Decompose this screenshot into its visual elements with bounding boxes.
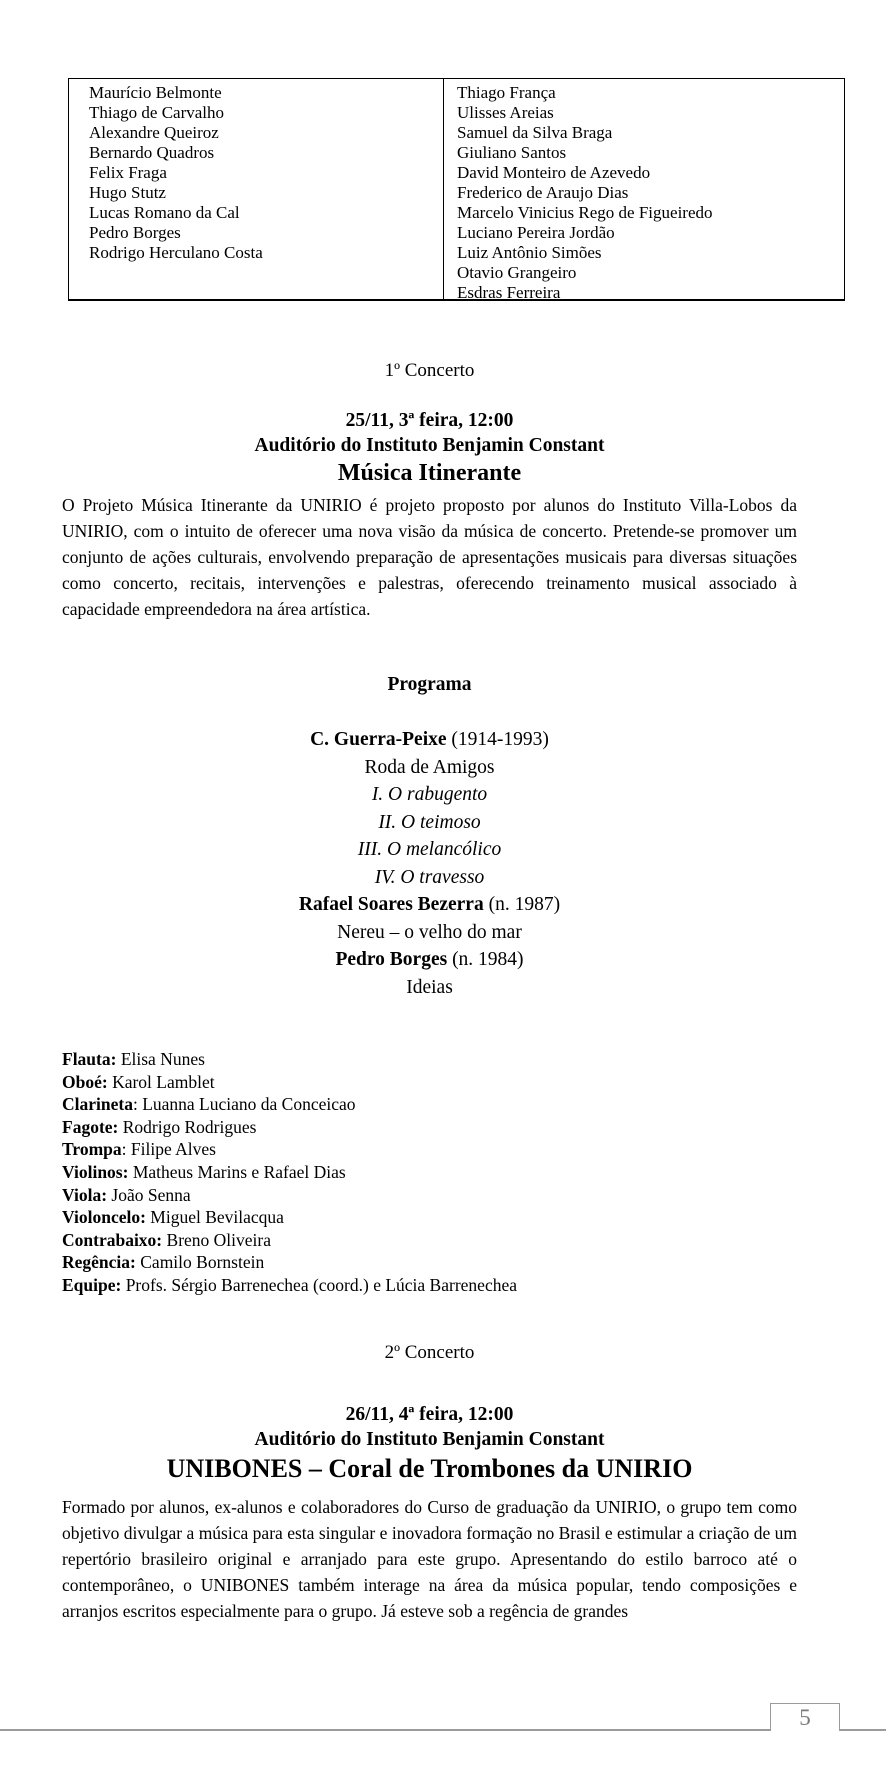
performer-role-label: Trompa bbox=[62, 1139, 122, 1160]
performer-name: Karol Lamblet bbox=[107, 1071, 215, 1092]
concert2-description: Formado por alunos, ex-alunos e colaboradores do Curso de graduação da UNIRIO, o grupo tem como objetivo divulgar a música para esta singular e inovadora formação no Brasil e estimular a criação de um repertório brasileiro original e arranjado para este grupo. Apresentando do estilo barroco até o contemporâneo, o UNIBONES também interage na área da música popular, tendo composições e arranjos escritos especialmente para o grupo. Já esteve sob a regência de grandes bbox=[62, 1497, 797, 1621]
performer-line bbox=[62, 1138, 797, 1161]
performer-role-label: Flauta: bbox=[62, 1049, 117, 1069]
program-line-movement: I. O rabugento bbox=[371, 784, 488, 805]
performer-role-label: Violinos: bbox=[62, 1161, 129, 1182]
program-composer-dates: (n. 1987) bbox=[483, 894, 561, 915]
concert2-title: UNIBONES – Coral de Trombones da UNIRIO bbox=[166, 1454, 693, 1483]
roster-right-column bbox=[444, 79, 844, 302]
performer-role-label: Clarineta bbox=[62, 1094, 133, 1115]
program-line-work: Nereu – o velho do mar bbox=[337, 921, 522, 943]
roster-name: Thiago França bbox=[457, 83, 556, 102]
roster-name: Felix Fraga bbox=[89, 163, 167, 182]
program-composer-dates: (1914-1993) bbox=[446, 729, 549, 750]
roster-name: Lucas Romano da Cal bbox=[89, 203, 240, 222]
program-line-movement: III. O melancólico bbox=[357, 839, 502, 860]
roster-name: Frederico de Araujo Dias bbox=[457, 183, 629, 202]
performer-line bbox=[62, 1071, 797, 1094]
performer-line bbox=[62, 1184, 797, 1207]
program-line-work: Roda de Amigos bbox=[364, 756, 495, 778]
program-line-work: Ideias bbox=[406, 976, 453, 998]
roster-table bbox=[68, 78, 845, 301]
performer-name: Matheus Marins e Rafael Dias bbox=[128, 1161, 346, 1182]
concert2-header-block bbox=[62, 1402, 797, 1485]
roster-name: Samuel da Silva Braga bbox=[457, 123, 613, 142]
roster-name: Pedro Borges bbox=[89, 223, 181, 242]
performer-role-label: Equipe: bbox=[62, 1274, 122, 1295]
performer-name: Profs. Sérgio Barrenechea (coord.) e Lúcia Barrenechea bbox=[121, 1274, 517, 1295]
roster-name: Esdras Ferreira bbox=[457, 283, 561, 302]
performer-role-label: Contrabaixo: bbox=[62, 1229, 163, 1250]
program-heading: Programa bbox=[387, 674, 472, 695]
concert2-date-line: 26/11, 4ª feira, 12:00 bbox=[345, 1404, 514, 1425]
program-composer-name: Pedro Borges bbox=[335, 949, 448, 970]
performer-role-label: Violoncelo: bbox=[62, 1207, 146, 1228]
performer-name: Camilo Bornstein bbox=[135, 1252, 265, 1273]
roster-name: Luciano Pereira Jordão bbox=[457, 223, 615, 242]
roster-name: Ulisses Areias bbox=[457, 103, 554, 122]
program-composer-name: Rafael Soares Bezerra bbox=[298, 894, 484, 915]
performer-name: : Filipe Alves bbox=[121, 1139, 216, 1160]
performer-role-label: Viola: bbox=[62, 1184, 108, 1205]
roster-left-column bbox=[69, 79, 444, 299]
performer-line bbox=[62, 1206, 797, 1229]
page-number-tab bbox=[770, 1703, 840, 1731]
performer-line bbox=[62, 1229, 797, 1252]
performer-line bbox=[62, 1251, 797, 1274]
concert1-date-line: 25/11, 3ª feira, 12:00 bbox=[345, 410, 514, 431]
roster-name: Maurício Belmonte bbox=[89, 83, 222, 102]
footer-rule bbox=[0, 1729, 886, 1731]
roster-name: Giuliano Santos bbox=[457, 143, 567, 162]
program-list bbox=[62, 726, 797, 1001]
performer-line bbox=[62, 1048, 797, 1071]
performer-line bbox=[62, 1274, 797, 1297]
performer-name: Miguel Bevilacqua bbox=[145, 1207, 284, 1228]
concert1-description: O Projeto Música Itinerante da UNIRIO é projeto proposto por alunos do Instituto Villa-Lobos da UNIRIO, com o intuito de oferecer uma nova visão da música de concerto. Pretende-se promover um conjunto de ações culturais, envolvendo preparação de apresentações musicais para diversas situações como concerto, recitais, intervenções e palestras, oferecendo treinamento musical associado à capacidade empreendedora na área artística. bbox=[62, 495, 797, 619]
performer-role-label: Regência: bbox=[62, 1252, 136, 1273]
roster-name: David Monteiro de Azevedo bbox=[457, 163, 651, 182]
program-line-movement: IV. O travesso bbox=[374, 866, 485, 888]
performer-line bbox=[62, 1093, 797, 1116]
roster-name: Marcelo Vinicius Rego de Figueiredo bbox=[457, 203, 713, 222]
performer-name: : Luanna Luciano da Conceicao bbox=[132, 1094, 356, 1115]
program-composer-name: C. Guerra-Peixe bbox=[310, 729, 447, 750]
concert1-venue-line: Auditório do Instituto Benjamin Constant bbox=[254, 435, 605, 456]
performer-line bbox=[62, 1161, 797, 1184]
roster-name: Otavio Grangeiro bbox=[457, 263, 577, 282]
concert1-header-block bbox=[62, 408, 797, 489]
concert2-heading: 2º Concerto bbox=[384, 1342, 475, 1363]
performer-role-label: Oboé: bbox=[62, 1071, 108, 1092]
roster-name: Rodrigo Herculano Costa bbox=[89, 243, 263, 262]
roster-name: Alexandre Queiroz bbox=[89, 123, 219, 142]
page-number: 5 bbox=[799, 1705, 811, 1730]
concert1-heading: 1º Concerto bbox=[384, 360, 475, 381]
program-line-composer bbox=[62, 946, 797, 974]
program-line-movement: II. O teimoso bbox=[378, 811, 481, 833]
roster-name: Hugo Stutz bbox=[89, 183, 166, 202]
performer-list bbox=[62, 1048, 797, 1297]
roster-name: Thiago de Carvalho bbox=[89, 103, 225, 122]
performer-name: João Senna bbox=[107, 1184, 191, 1205]
performer-line bbox=[62, 1116, 797, 1139]
roster-name: Luiz Antônio Simões bbox=[457, 243, 602, 262]
performer-name: Elisa Nunes bbox=[116, 1049, 205, 1069]
performer-name: Rodrigo Rodrigues bbox=[118, 1116, 257, 1137]
program-composer-dates: (n. 1984) bbox=[447, 949, 524, 970]
performer-role-label: Fagote: bbox=[62, 1116, 119, 1137]
program-line-composer bbox=[62, 726, 797, 754]
performer-name: Breno Oliveira bbox=[162, 1229, 271, 1250]
concert1-title: Música Itinerante bbox=[337, 460, 522, 486]
roster-name: Bernardo Quadros bbox=[89, 143, 215, 162]
concert2-venue-line: Auditório do Instituto Benjamin Constant bbox=[254, 1429, 605, 1450]
program-line-composer bbox=[62, 891, 797, 919]
